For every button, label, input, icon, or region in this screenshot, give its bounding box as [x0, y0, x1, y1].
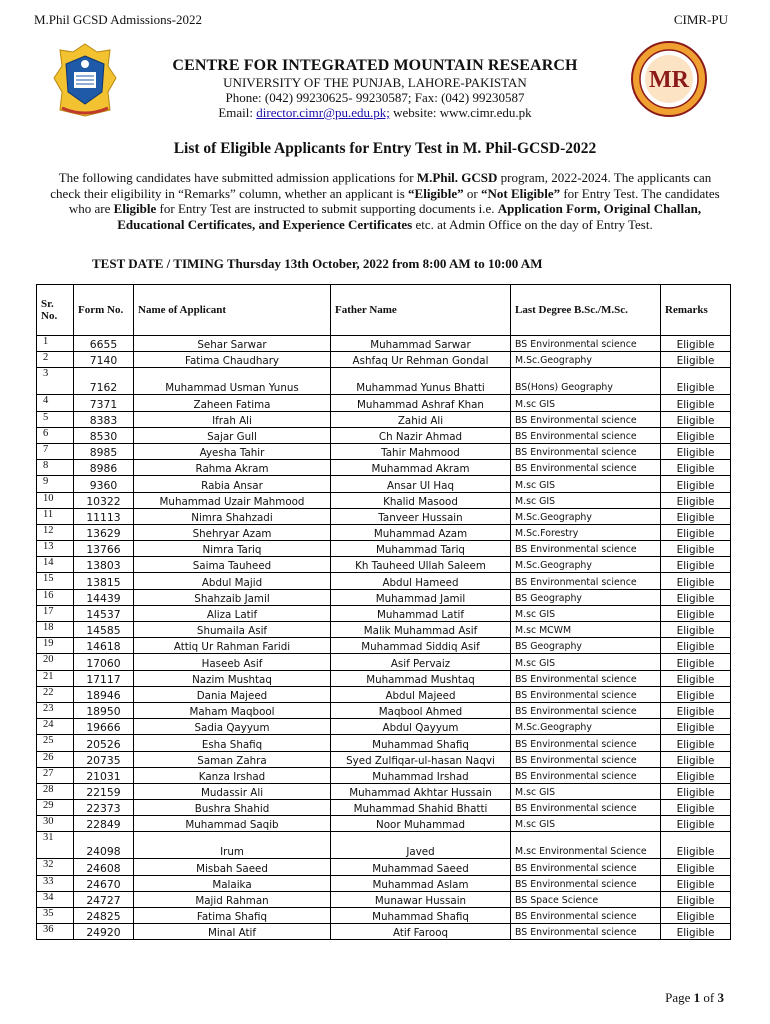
page-footer — [665, 990, 724, 1006]
cell-form-no: 24920 — [74, 924, 134, 940]
table-row — [37, 605, 731, 621]
cell-last-degree: BS Environmental science — [511, 541, 661, 557]
cell-applicant-name: Bushra Shahid — [134, 800, 331, 816]
header-father-name: Father Name — [331, 285, 511, 336]
cell-sr-no: 18 — [37, 622, 74, 638]
cell-father-name: Muhammad Saeed — [331, 859, 511, 875]
cell-form-no: 17060 — [74, 654, 134, 670]
cell-form-no: 10322 — [74, 492, 134, 508]
cell-sr-no: 9 — [37, 476, 74, 492]
cell-father-name: Muhammad Mushtaq — [331, 670, 511, 686]
cell-applicant-name: Muhammad Uzair Mahmood — [134, 492, 331, 508]
cell-remarks: Eligible — [661, 541, 731, 557]
cell-applicant-name: Shumaila Asif — [134, 622, 331, 638]
cell-last-degree: BS Environmental science — [511, 859, 661, 875]
cell-last-degree: M.sc GIS — [511, 605, 661, 621]
cell-last-degree: BS Geography — [511, 589, 661, 605]
cell-remarks: Eligible — [661, 670, 731, 686]
table-row — [37, 908, 731, 924]
university-name: UNIVERSITY OF THE PUNJAB, LAHORE-PAKISTAN — [223, 75, 527, 90]
cell-form-no: 7140 — [74, 352, 134, 368]
cell-remarks: Eligible — [661, 443, 731, 459]
cell-sr-no: 8 — [37, 460, 74, 476]
cell-last-degree: BS Geography — [511, 638, 661, 654]
cell-remarks: Eligible — [661, 783, 731, 799]
cell-sr-no: 22 — [37, 686, 74, 702]
table-row — [37, 443, 731, 459]
cell-father-name: Javed — [331, 832, 511, 859]
cell-last-degree: M.sc GIS — [511, 476, 661, 492]
cell-remarks: Eligible — [661, 589, 731, 605]
table-row — [37, 702, 731, 718]
table-row — [37, 816, 731, 832]
cell-father-name: Muhammad Shahid Bhatti — [331, 800, 511, 816]
cell-remarks: Eligible — [661, 859, 731, 875]
university-crest-logo — [52, 42, 118, 118]
cell-father-name: Muhammad Shafiq — [331, 908, 511, 924]
cell-sr-no: 26 — [37, 751, 74, 767]
header-applicant-name: Name of Applicant — [134, 285, 331, 336]
cell-applicant-name: Rahma Akram — [134, 460, 331, 476]
table-row — [37, 875, 731, 891]
cell-remarks: Eligible — [661, 605, 731, 621]
cell-remarks: Eligible — [661, 908, 731, 924]
cell-last-degree: BS(Hons) Geography — [511, 368, 661, 395]
cell-applicant-name: Sajar Gull — [134, 427, 331, 443]
cell-form-no: 13815 — [74, 573, 134, 589]
cell-form-no: 8985 — [74, 443, 134, 459]
cell-applicant-name: Saman Zahra — [134, 751, 331, 767]
cell-father-name: Muhammad Aslam — [331, 875, 511, 891]
cell-form-no: 21031 — [74, 767, 134, 783]
table-row — [37, 557, 731, 573]
cell-applicant-name: Malaika — [134, 875, 331, 891]
intro-bold: Application Form, Original Challan, Educational Certificates, and Experience Certificates — [117, 201, 702, 232]
header-remarks: Remarks — [661, 285, 731, 336]
table-row — [37, 670, 731, 686]
table-row — [37, 751, 731, 767]
cell-sr-no: 25 — [37, 735, 74, 751]
cell-applicant-name: Minal Atif — [134, 924, 331, 940]
cell-form-no: 24727 — [74, 891, 134, 907]
cell-last-degree: M.sc GIS — [511, 395, 661, 411]
cell-sr-no: 15 — [37, 573, 74, 589]
cell-form-no: 7162 — [74, 368, 134, 395]
cell-remarks: Eligible — [661, 719, 731, 735]
cell-father-name: Kh Tauheed Ullah Saleem — [331, 557, 511, 573]
table-body — [37, 336, 731, 940]
cell-form-no: 13629 — [74, 524, 134, 540]
cell-father-name: Muhammad Akram — [331, 460, 511, 476]
cell-applicant-name: Attiq Ur Rahman Faridi — [134, 638, 331, 654]
cell-sr-no: 17 — [37, 605, 74, 621]
applicants-table — [36, 284, 731, 940]
intro-text: etc. at Admin Office on the day of Entry Test. — [412, 216, 653, 232]
cell-father-name: Atif Farooq — [331, 924, 511, 940]
cell-father-name: Abdul Hameed — [331, 573, 511, 589]
cell-remarks: Eligible — [661, 352, 731, 368]
cell-remarks: Eligible — [661, 476, 731, 492]
cell-last-degree: M.Sc.Geography — [511, 557, 661, 573]
table-row — [37, 476, 731, 492]
table-row — [37, 832, 731, 859]
cell-father-name: Maqbool Ahmed — [331, 702, 511, 718]
cell-applicant-name: Fatima Shafiq — [134, 908, 331, 924]
cell-form-no: 20526 — [74, 735, 134, 751]
cell-form-no: 14439 — [74, 589, 134, 605]
cell-form-no: 13803 — [74, 557, 134, 573]
cell-last-degree: BS Environmental science — [511, 670, 661, 686]
cell-sr-no: 3 — [37, 368, 74, 395]
cell-applicant-name: Fatima Chaudhary — [134, 352, 331, 368]
cell-form-no: 8530 — [74, 427, 134, 443]
cell-form-no: 9360 — [74, 476, 134, 492]
cell-last-degree: BS Environmental science — [511, 411, 661, 427]
cell-sr-no: 33 — [37, 875, 74, 891]
cell-form-no: 14585 — [74, 622, 134, 638]
cell-sr-no: 32 — [37, 859, 74, 875]
cimr-logo — [630, 40, 708, 118]
cell-last-degree: M.sc GIS — [511, 783, 661, 799]
cell-father-name: Ch Nazir Ahmad — [331, 427, 511, 443]
table-header-row — [37, 285, 731, 336]
cell-last-degree: BS Environmental science — [511, 875, 661, 891]
cell-applicant-name: Muhammad Usman Yunus — [134, 368, 331, 395]
table-row — [37, 492, 731, 508]
cell-father-name: Muhammad Tariq — [331, 541, 511, 557]
table-row — [37, 891, 731, 907]
intro-text: or — [463, 185, 481, 201]
cell-last-degree: BS Environmental science — [511, 460, 661, 476]
cell-applicant-name: Majid Rahman — [134, 891, 331, 907]
email-link[interactable]: director.cimr@pu.edu.pk; — [256, 105, 390, 120]
cell-remarks: Eligible — [661, 875, 731, 891]
cell-father-name: Abdul Qayyum — [331, 719, 511, 735]
cell-remarks: Eligible — [661, 411, 731, 427]
contact-email-line — [130, 105, 620, 120]
cell-last-degree: BS Environmental science — [511, 751, 661, 767]
table-row — [37, 573, 731, 589]
cell-remarks: Eligible — [661, 767, 731, 783]
organization-name: CENTRE FOR INTEGRATED MOUNTAIN RESEARCH — [172, 57, 578, 74]
cell-form-no: 24608 — [74, 859, 134, 875]
cell-remarks: Eligible — [661, 735, 731, 751]
cell-sr-no: 12 — [37, 524, 74, 540]
email-prefix: Email: — [218, 105, 257, 120]
cell-sr-no: 27 — [37, 767, 74, 783]
intro-text: The following candidates have submitted admission applications for — [58, 170, 417, 185]
cell-applicant-name: Kanza Irshad — [134, 767, 331, 783]
intro-text: for Entry Test. The candidates who are — [68, 185, 720, 217]
table-row — [37, 638, 731, 654]
website-text: website: www.cimr.edu.pk — [389, 105, 532, 120]
cell-applicant-name: Aliza Latif — [134, 605, 331, 621]
cell-remarks: Eligible — [661, 751, 731, 767]
cell-sr-no: 1 — [37, 336, 74, 352]
table-row — [37, 368, 731, 395]
cell-father-name: Ansar Ul Haq — [331, 476, 511, 492]
cell-applicant-name: Ayesha Tahir — [134, 443, 331, 459]
table-row — [37, 924, 731, 940]
test-date-line: TEST DATE / TIMING Thursday 13th October, 2022 from 8:00 AM to 10:00 AM — [92, 256, 543, 271]
cell-sr-no: 31 — [37, 832, 74, 859]
table-row — [37, 735, 731, 751]
header-form-no: Form No. — [74, 285, 134, 336]
cell-last-degree: BS Environmental science — [511, 924, 661, 940]
cell-father-name: Munawar Hussain — [331, 891, 511, 907]
cell-form-no: 19666 — [74, 719, 134, 735]
cell-remarks: Eligible — [661, 368, 731, 395]
contact-phone: Phone: (042) 99230625- 99230587; Fax: (042) 99230587 — [225, 90, 525, 105]
cell-sr-no: 30 — [37, 816, 74, 832]
cell-remarks: Eligible — [661, 622, 731, 638]
cell-sr-no: 10 — [37, 492, 74, 508]
cell-applicant-name: Haseeb Asif — [134, 654, 331, 670]
cell-last-degree: BS Environmental science — [511, 767, 661, 783]
table-row — [37, 622, 731, 638]
cell-form-no: 24670 — [74, 875, 134, 891]
cell-form-no: 24098 — [74, 832, 134, 859]
cell-form-no: 11113 — [74, 508, 134, 524]
cell-applicant-name: Ifrah Ali — [134, 411, 331, 427]
cell-remarks: Eligible — [661, 891, 731, 907]
cimr-logo-letters: MR — [649, 67, 689, 93]
cell-applicant-name: Saima Tauheed — [134, 557, 331, 573]
cell-form-no: 7371 — [74, 395, 134, 411]
cell-sr-no: 5 — [37, 411, 74, 427]
cell-remarks: Eligible — [661, 702, 731, 718]
cell-applicant-name: Dania Majeed — [134, 686, 331, 702]
table-row — [37, 395, 731, 411]
cell-applicant-name: Nimra Tariq — [134, 541, 331, 557]
cell-applicant-name: Rabia Ansar — [134, 476, 331, 492]
document-title: List of Eligible Applicants for Entry Test in M. Phil-GCSD-2022 — [173, 140, 597, 157]
cell-remarks: Eligible — [661, 492, 731, 508]
cell-applicant-name: Shehryar Azam — [134, 524, 331, 540]
cell-father-name: Muhammad Yunus Bhatti — [331, 368, 511, 395]
cell-sr-no: 23 — [37, 702, 74, 718]
cell-remarks: Eligible — [661, 573, 731, 589]
footer-text: Page — [665, 990, 694, 1005]
intro-text: for Entry Test are instructed to submit supporting documents i.e. — [156, 201, 498, 217]
page-number: 1 — [693, 990, 701, 1005]
cell-last-degree: BS Environmental science — [511, 573, 661, 589]
cell-applicant-name: Muhammad Saqib — [134, 816, 331, 832]
table-row — [37, 541, 731, 557]
header-last-degree: Last Degree B.Sc./M.Sc. — [511, 285, 661, 336]
intro-bold: Eligible — [113, 201, 157, 217]
cell-form-no: 22159 — [74, 783, 134, 799]
cell-remarks: Eligible — [661, 800, 731, 816]
cell-father-name: Muhammad Ashraf Khan — [331, 395, 511, 411]
cell-remarks: Eligible — [661, 427, 731, 443]
cell-sr-no: 24 — [37, 719, 74, 735]
table-row — [37, 800, 731, 816]
table-row — [37, 767, 731, 783]
cell-last-degree: M.sc MCWM — [511, 622, 661, 638]
cell-sr-no: 21 — [37, 670, 74, 686]
cell-father-name: Abdul Majeed — [331, 686, 511, 702]
cell-form-no: 22849 — [74, 816, 134, 832]
cell-sr-no: 4 — [37, 395, 74, 411]
footer-text: of — [700, 990, 718, 1005]
cell-last-degree: M.sc Environmental Science — [511, 832, 661, 859]
table-row — [37, 336, 731, 352]
cell-remarks: Eligible — [661, 460, 731, 476]
cell-form-no: 20735 — [74, 751, 134, 767]
intro-paragraph — [42, 170, 728, 232]
cell-applicant-name: Shahzaib Jamil — [134, 589, 331, 605]
table-row — [37, 686, 731, 702]
table-row — [37, 352, 731, 368]
cell-form-no: 8986 — [74, 460, 134, 476]
cell-form-no: 13766 — [74, 541, 134, 557]
cell-father-name: Asif Pervaiz — [331, 654, 511, 670]
cell-form-no: 14537 — [74, 605, 134, 621]
cell-remarks: Eligible — [661, 816, 731, 832]
cell-father-name: Malik Muhammad Asif — [331, 622, 511, 638]
cell-remarks: Eligible — [661, 395, 731, 411]
table-row — [37, 524, 731, 540]
cell-father-name: Muhammad Azam — [331, 524, 511, 540]
cell-last-degree: BS Environmental science — [511, 443, 661, 459]
institution-header — [130, 57, 620, 120]
cell-father-name: Tanveer Hussain — [331, 508, 511, 524]
cell-sr-no: 28 — [37, 783, 74, 799]
cell-applicant-name: Nimra Shahzadi — [134, 508, 331, 524]
page-total: 3 — [717, 990, 724, 1005]
cell-applicant-name: Zaheen Fatima — [134, 395, 331, 411]
cell-father-name: Muhammad Sarwar — [331, 336, 511, 352]
cell-last-degree: BS Environmental science — [511, 702, 661, 718]
cell-father-name: Syed Zulfiqar-ul-hasan Naqvi — [331, 751, 511, 767]
cell-father-name: Muhammad Irshad — [331, 767, 511, 783]
cell-applicant-name: Maham Maqbool — [134, 702, 331, 718]
cell-sr-no: 13 — [37, 541, 74, 557]
header-sr-no: Sr. No. — [37, 285, 74, 336]
cell-father-name: Khalid Masood — [331, 492, 511, 508]
cell-remarks: Eligible — [661, 557, 731, 573]
cell-sr-no: 2 — [37, 352, 74, 368]
cell-sr-no: 7 — [37, 443, 74, 459]
cell-remarks: Eligible — [661, 638, 731, 654]
cell-applicant-name: Sadia Qayyum — [134, 719, 331, 735]
cell-last-degree: M.sc GIS — [511, 816, 661, 832]
table-row — [37, 719, 731, 735]
cell-form-no: 22373 — [74, 800, 134, 816]
cell-applicant-name: Nazim Mushtaq — [134, 670, 331, 686]
cell-remarks: Eligible — [661, 508, 731, 524]
cell-last-degree: BS Environmental science — [511, 427, 661, 443]
table-row — [37, 411, 731, 427]
cell-remarks: Eligible — [661, 924, 731, 940]
intro-bold: “Eligible” — [408, 185, 464, 201]
table-row — [37, 508, 731, 524]
cell-sr-no: 16 — [37, 589, 74, 605]
cell-form-no: 18950 — [74, 702, 134, 718]
cell-sr-no: 36 — [37, 924, 74, 940]
cell-form-no: 6655 — [74, 336, 134, 352]
cell-sr-no: 35 — [37, 908, 74, 924]
cell-sr-no: 19 — [37, 638, 74, 654]
cell-last-degree: M.Sc.Geography — [511, 508, 661, 524]
cell-remarks: Eligible — [661, 654, 731, 670]
cell-last-degree: M.Sc.Geography — [511, 719, 661, 735]
cell-remarks: Eligible — [661, 686, 731, 702]
table-row — [37, 783, 731, 799]
cell-last-degree: BS Environmental science — [511, 336, 661, 352]
cell-form-no: 17117 — [74, 670, 134, 686]
cell-last-degree: BS Environmental science — [511, 908, 661, 924]
cell-remarks: Eligible — [661, 524, 731, 540]
table-row — [37, 859, 731, 875]
cell-last-degree: BS Environmental science — [511, 735, 661, 751]
cell-sr-no: 11 — [37, 508, 74, 524]
table-row — [37, 654, 731, 670]
intro-text: program, 2022-2024. The applicants can check their eligibility in “Remarks” column, whether an applicant is — [50, 170, 712, 201]
cell-sr-no: 6 — [37, 427, 74, 443]
cell-father-name: Muhammad Shafiq — [331, 735, 511, 751]
cell-form-no: 14618 — [74, 638, 134, 654]
cell-last-degree: BS Environmental science — [511, 686, 661, 702]
cell-form-no: 24825 — [74, 908, 134, 924]
cell-sr-no: 20 — [37, 654, 74, 670]
table-row — [37, 460, 731, 476]
cell-father-name: Ashfaq Ur Rehman Gondal — [331, 352, 511, 368]
cell-remarks: Eligible — [661, 336, 731, 352]
table-row — [37, 589, 731, 605]
cell-last-degree: M.sc GIS — [511, 654, 661, 670]
cell-father-name: Muhammad Jamil — [331, 589, 511, 605]
cell-applicant-name: Esha Shafiq — [134, 735, 331, 751]
cell-last-degree: M.Sc.Geography — [511, 352, 661, 368]
running-header-right: CIMR-PU — [673, 12, 728, 27]
table-row — [37, 427, 731, 443]
intro-bold: M.Phil. GCSD — [416, 170, 498, 185]
cell-last-degree: M.Sc.Forestry — [511, 524, 661, 540]
cell-form-no: 18946 — [74, 686, 134, 702]
cell-applicant-name: Abdul Majid — [134, 573, 331, 589]
running-header-left: M.Phil GCSD Admissions-2022 — [34, 12, 202, 27]
intro-bold: “Not Eligible” — [481, 185, 561, 201]
cell-father-name: Tahir Mahmood — [331, 443, 511, 459]
cell-last-degree: M.sc GIS — [511, 492, 661, 508]
cell-father-name: Noor Muhammad — [331, 816, 511, 832]
cell-applicant-name: Mudassir Ali — [134, 783, 331, 799]
cell-father-name: Muhammad Latif — [331, 605, 511, 621]
cell-father-name: Muhammad Akhtar Hussain — [331, 783, 511, 799]
cell-father-name: Muhammad Siddiq Asif — [331, 638, 511, 654]
cell-form-no: 8383 — [74, 411, 134, 427]
cell-sr-no: 14 — [37, 557, 74, 573]
cell-applicant-name: Irum — [134, 832, 331, 859]
cell-last-degree: BS Environmental science — [511, 800, 661, 816]
cell-applicant-name: Misbah Saeed — [134, 859, 331, 875]
cell-father-name: Zahid Ali — [331, 411, 511, 427]
cell-sr-no: 29 — [37, 800, 74, 816]
cell-remarks: Eligible — [661, 832, 731, 859]
cell-sr-no: 34 — [37, 891, 74, 907]
cell-last-degree: BS Space Science — [511, 891, 661, 907]
cell-applicant-name: Sehar Sarwar — [134, 336, 331, 352]
